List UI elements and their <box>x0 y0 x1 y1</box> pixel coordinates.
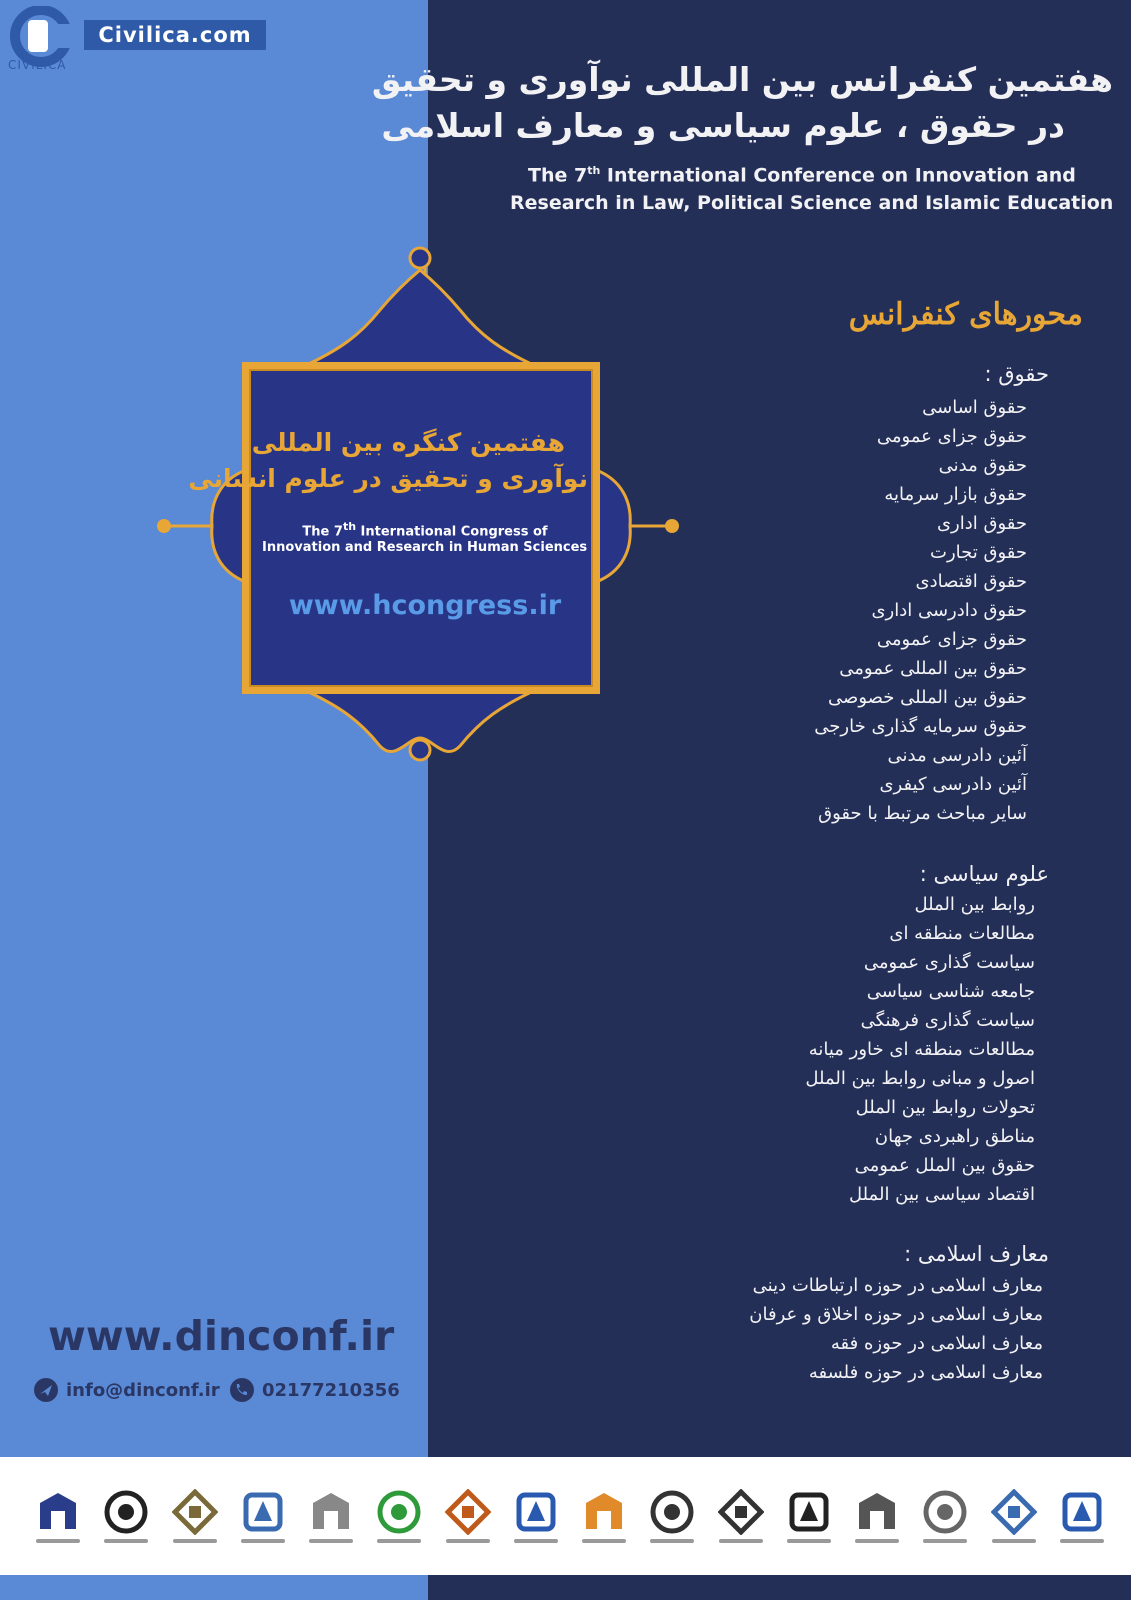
topic-list-politics <box>805 890 1035 1209</box>
emblem-en-pre: The 7 <box>302 524 343 540</box>
list-item: حقوق تجارت <box>930 542 1027 563</box>
sponsor-logo-10-icon <box>644 1481 700 1551</box>
emblem-title-en-line1 <box>280 520 570 539</box>
bottom-band <box>0 1575 1131 1600</box>
conference-title-fa-line2: در حقوق ، علوم سیاسی و معارف اسلامی <box>381 106 1065 145</box>
sponsor-logo-8-icon <box>508 1481 564 1551</box>
list-item: مطالعات منطقه ای <box>889 923 1035 944</box>
section-title-law: حقوق : <box>984 362 1049 386</box>
conference-title-fa-line1: هفتمین کنفرانس بین المللی نوآوری و تحقیق <box>371 60 1113 99</box>
list-item: سایر مباحث مرتبط با حقوق <box>818 803 1027 824</box>
conference-title-en-line1 <box>528 164 1076 186</box>
list-item: سیاست گذاری فرهنگی <box>860 1010 1035 1031</box>
list-item: حقوق دادرسی اداری <box>871 600 1027 621</box>
sponsor-logo-6-icon <box>371 1481 427 1551</box>
civilica-site-badge[interactable]: Civilica.com <box>84 20 266 50</box>
section-title-politics: علوم سیاسی : <box>919 862 1049 886</box>
sponsor-logo-4-icon <box>235 1481 291 1551</box>
list-item: معارف اسلامی در حوزه فقه <box>830 1333 1043 1354</box>
sponsor-logo-5-icon <box>303 1481 359 1551</box>
topics-heading: محورهای کنفرانس <box>848 297 1083 332</box>
sponsor-logo-9-icon <box>576 1481 632 1551</box>
congress-emblem <box>150 240 700 780</box>
sponsor-logos <box>30 1472 1110 1560</box>
contact-phone[interactable] <box>230 1378 400 1402</box>
list-item: اقتصاد سیاسی بین الملل <box>848 1184 1035 1205</box>
list-item: روابط بین الملل <box>914 894 1035 915</box>
sponsor-logo-7-icon <box>440 1481 496 1551</box>
phone-icon <box>230 1378 254 1402</box>
contact-email-text: info@dinconf.ir <box>66 1379 220 1401</box>
conference-title-en-line2: Research in Law, Political Science and Islamic Education <box>510 192 1114 214</box>
sponsor-logo-11-icon <box>713 1481 769 1551</box>
list-item: حقوق بازار سرمایه <box>884 484 1027 505</box>
sponsor-logo-3-icon <box>167 1481 223 1551</box>
list-item: حقوق بین الملل عمومی <box>854 1155 1035 1176</box>
contact-phone-text: 02177210356 <box>262 1379 400 1401</box>
emblem-en-post: International Congress of <box>356 524 548 540</box>
contact-email[interactable] <box>34 1378 220 1402</box>
conference-site-url[interactable]: www.dinconf.ir <box>48 1312 395 1360</box>
list-item: حقوق بین المللی خصوصی <box>828 687 1027 708</box>
topic-list-islamic <box>749 1271 1043 1387</box>
section-title-islamic: معارف اسلامی : <box>904 1242 1049 1266</box>
list-item: سیاست گذاری عمومی <box>863 952 1035 973</box>
title-en-pre: The 7 <box>528 164 588 187</box>
sponsor-logo-15-icon <box>986 1481 1042 1551</box>
emblem-title-fa-line1: هفتمین کنگره بین المللی <box>251 428 565 457</box>
emblem-title-fa-line2: نوآوری و تحقیق در علوم انسانی <box>188 464 588 493</box>
emblem-title-en-line2: Innovation and Research in Human Sciences <box>262 540 588 555</box>
sponsor-logo-2-icon <box>98 1481 154 1551</box>
title-en-sup: th <box>587 164 601 177</box>
list-item: جامعه شناسی سیاسی <box>866 981 1035 1002</box>
list-item: حقوق بین المللی عمومی <box>839 658 1027 679</box>
sponsor-logo-12-icon <box>781 1481 837 1551</box>
emblem-url-link[interactable]: www.hcongress.ir <box>288 590 562 621</box>
list-item: حقوق جزای عمومی <box>876 629 1027 650</box>
sponsor-logo-14-icon <box>917 1481 973 1551</box>
list-item: معارف اسلامی در حوزه اخلاق و عرفان <box>749 1304 1043 1325</box>
list-item: معارف اسلامی در حوزه فلسفه <box>808 1362 1043 1383</box>
list-item: اصول و مبانی روابط بین الملل <box>805 1068 1035 1089</box>
list-item: حقوق اساسی <box>922 397 1027 418</box>
sponsor-logo-16-icon <box>1054 1481 1110 1551</box>
list-item: مناطق راهبردی جهان <box>874 1126 1035 1147</box>
email-icon <box>34 1378 58 1402</box>
list-item: حقوق جزای عمومی <box>876 426 1027 447</box>
list-item: تحولات روابط بین الملل <box>855 1097 1035 1118</box>
list-item: آئین دادرسی مدنی <box>887 745 1027 766</box>
list-item: معارف اسلامی در حوزه ارتباطات دینی <box>752 1275 1043 1296</box>
list-item: حقوق سرمایه گذاری خارجی <box>814 716 1027 737</box>
topic-list-law <box>814 393 1027 828</box>
title-en-post: International Conference on Innovation and <box>600 164 1076 187</box>
emblem-en-sup: th <box>342 520 357 533</box>
list-item: حقوق مدنی <box>938 455 1027 476</box>
sponsor-logo-1-icon <box>30 1481 86 1551</box>
list-item: حقوق اداری <box>936 513 1027 534</box>
list-item: آئین دادرسی کیفری <box>879 774 1027 795</box>
list-item: حقوق اقتصادی <box>915 571 1027 592</box>
list-item: مطالعات منطقه ای خاور میانه <box>808 1039 1035 1060</box>
civilica-wordmark: CIVILICA <box>8 58 67 72</box>
sponsor-logo-13-icon <box>849 1481 905 1551</box>
